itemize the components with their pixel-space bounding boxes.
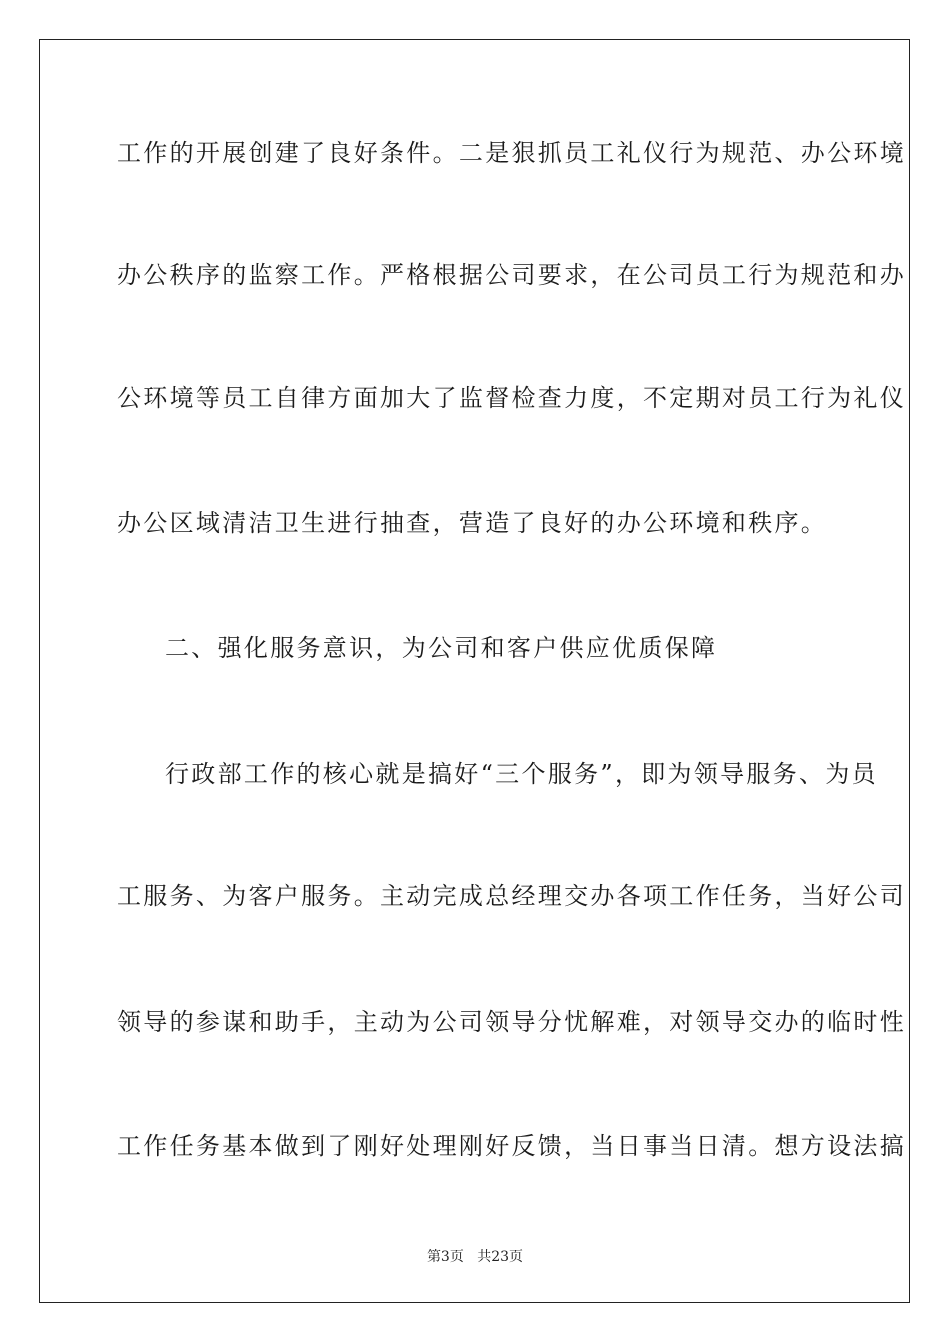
body-text-line: 办公秩序的监察工作。严格根据公司要求，在公司员工行为规范和办 [117, 261, 906, 289]
total-pages-label: 共23页 [477, 1249, 524, 1265]
body-text-line: 公环境等员工自律方面加大了监督检查力度，不定期对员工行为礼仪 [117, 384, 906, 412]
body-text-line: 领导的参谋和助手，主动为公司领导分忧解难，对领导交办的临时性 [117, 1008, 906, 1036]
current-page-label: 第3页 [426, 1249, 464, 1265]
page-footer [0, 1248, 950, 1266]
body-text-line: 工作的开展创建了良好条件。二是狠抓员工礼仪行为规范、办公环境 [117, 139, 906, 167]
body-text-line: 工作任务基本做到了刚好处理刚好反馈，当日事当日清。想方设法搞 [117, 1132, 906, 1160]
body-text-line: 工服务、为客户服务。主动完成总经理交办各项工作任务，当好公司 [117, 882, 906, 910]
body-text-line: 行政部工作的核心就是搞好“三个服务”，即为领导服务、为员 [165, 760, 878, 788]
page-border [39, 39, 910, 1303]
body-text-line: 办公区域清洁卫生进行抽查，营造了良好的办公环境和秩序。 [117, 509, 828, 537]
section-heading: 二、强化服务意识，为公司和客户供应优质保障 [165, 634, 718, 662]
